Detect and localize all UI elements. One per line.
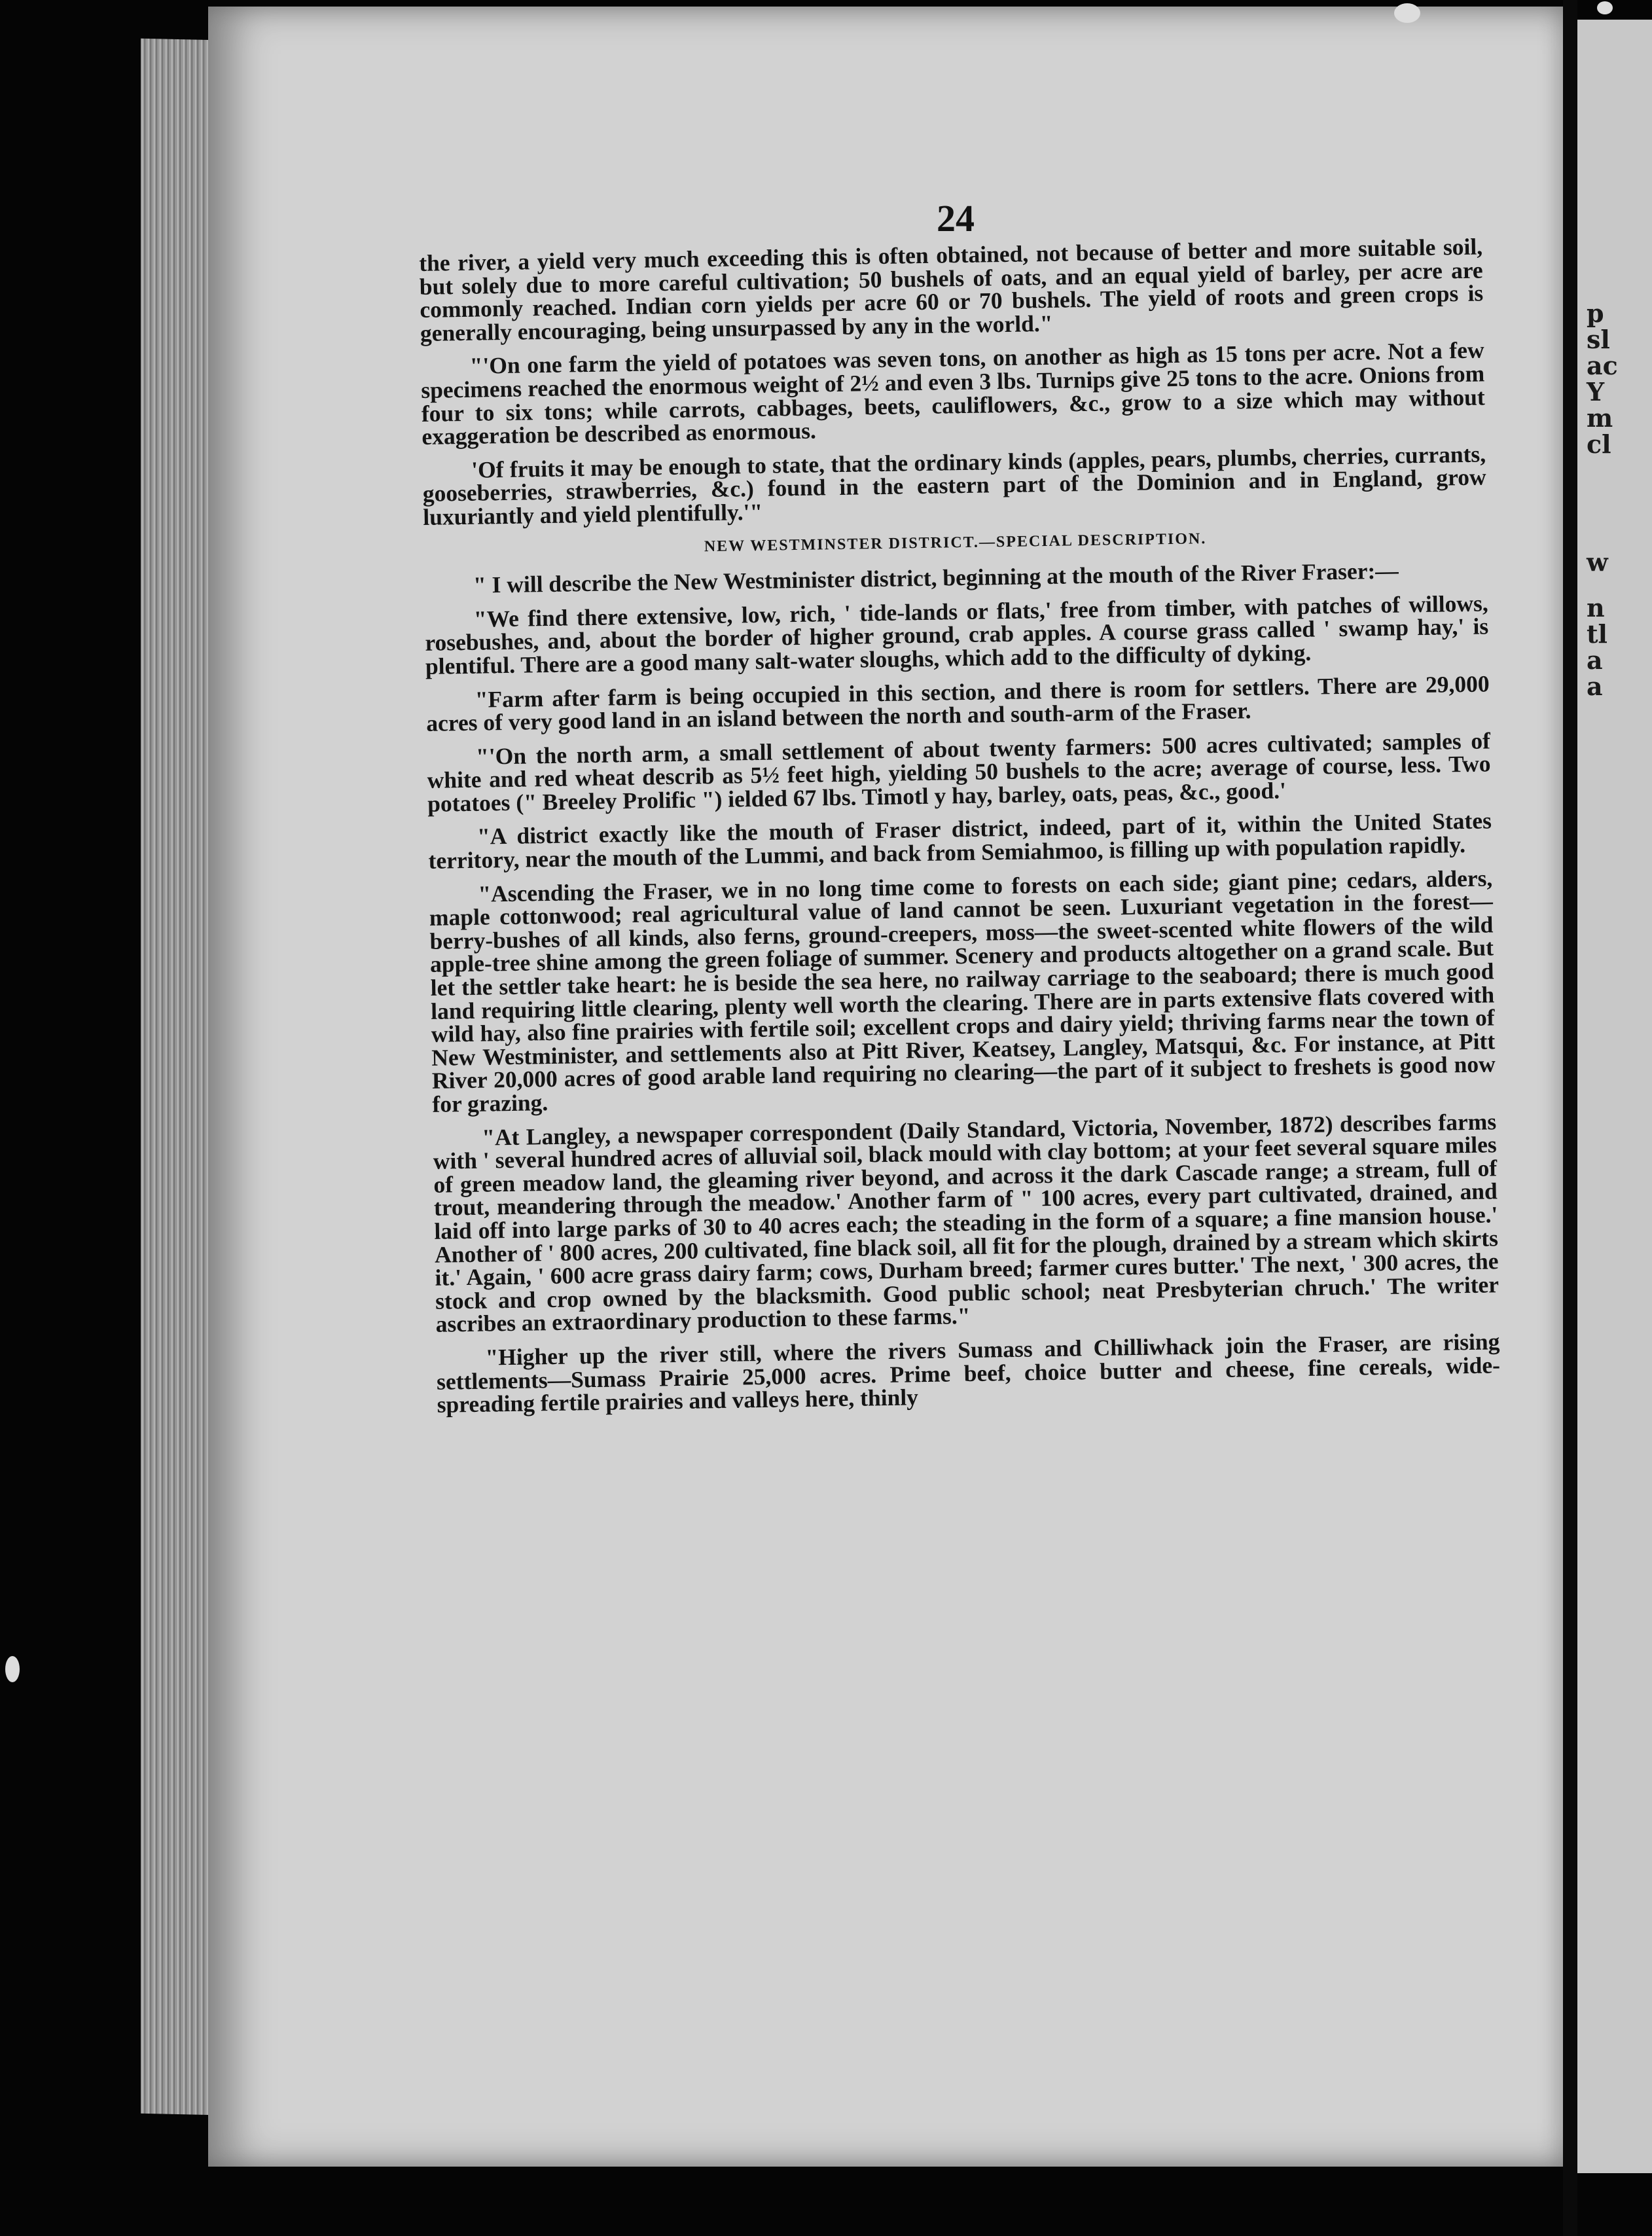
paragraph: "A district exactly like the mouth of Fraser district, indeed, part of it, within the United States territory, near the mouth of the Lummi, and back from Semiahmoo, is filling up with population rapidly. [428, 807, 1492, 874]
adjacent-page [1577, 20, 1652, 2173]
adjacent-page-fragment: a [1587, 645, 1603, 675]
paragraph: "'On one farm the yield of potatoes was seven tons, on another as high as 15 tons per acre. Not a few specimens reached the enormous weight of 2½ and even 3 lbs. Turnips give 25 tons to the acre. Onions from four to six tons; while carrots, cabbages, beets, cauliflowers, &c., grow to a size which may without exaggeration be described as enormous. [420, 336, 1485, 450]
scan-speck [5, 1656, 20, 1682]
adjacent-page-fragment: p [1587, 298, 1604, 328]
paragraph: "'On the north arm, a small settlement of about twenty farmers: 500 acres cultivated; samples of white and red wheat describ as 5½ feet high, yielding 50 bushels to the acre; average of course, less. Two potatoes (" Breeley Prolific ") ielded 67 lbs. Timotl y hay, barley, oats, peas, &c., good.' [427, 727, 1491, 817]
adjacent-page-fragment: ac [1587, 351, 1618, 380]
paragraph: "We find there extensive, low, rich, ' tide-lands or flats,' free from timber, with patches of willows, rosebushes, and, about the border of higher ground, crab apples. A course grass called ' swamp hay,' is plentiful. There are a good many salt-water sloughs, which add to the difficulty of dyking. [425, 590, 1489, 679]
paragraph: the river, a yield very much exceeding this is often obtained, not because of better and more suitable soil, but solely due to more careful cultivation; 50 bushels of oats, and an equal yield of barley, per acre are commonly reached. Indian corn yields per acre 60 or 70 bushels. The yield of roots and green crops is generally encouraging, being unsurpassed by any in the world." [418, 233, 1484, 346]
scan-speck [1597, 1, 1613, 14]
adjacent-page-fragment: n [1587, 593, 1605, 622]
book-gutter [1563, 0, 1577, 2236]
paragraph: "Higher up the river still, where the rivers Sumass and Chilliwhack join the Fraser, are rising settlements—Sumass Prairie 25,000 acres. Prime beef, choice butter and cheese, fine cereals, wide-spreading fertile prairies and valleys here, thinly [436, 1328, 1501, 1418]
scan-speck [1394, 3, 1420, 23]
paragraph: " I will describe the New Westminister district, beginning at the mouth of the River Fraser:— [473, 557, 1399, 598]
paragraph: "Farm after farm is being occupied in this section, and there is room for settlers. There are 29,000 acres of very good land in an island between the north and south-arm of the Fraser. [425, 670, 1490, 737]
adjacent-page-fragment: cl [1587, 429, 1611, 459]
adjacent-page-fragment: tl [1587, 619, 1607, 649]
paragraph: "Ascending the Fraser, we in no long time come to forests on each side; giant pine; cedars, alders, maple cottonwood; real agricultural value of land cannot be seen. Luxuriant vegetation in the forest—berry-bushes of all kinds, also ferns, ground-creepers, moss—the sweet-scented white flowers of the wild apple-tree shine among the green foliage of summer. Scenery and products altogether on a grand scale. But let the settler take heart: he is beside the sea here, no railway carriage to the seaboard; there is much good land requiring little clearing, plenty well worth the clearing. There are in parts extensive flats covered with wild hay, also fine prairies with fertile soil; excellent crops and dairy yield; thriving farms near the town of New Westminister, and settlements also at Pitt River, Keatsey, Langley, Matsqui, &c. For instance, at Pitt River 20,000 acres of good arable land requiring no clearing—the part of it subject to freshets is good now for grazing. [429, 865, 1496, 1117]
page-number: 24 [937, 197, 975, 240]
adjacent-page-fragment: m [1587, 403, 1613, 433]
adjacent-page-fragment: Y [1587, 377, 1605, 406]
book-page-edges [141, 39, 217, 2115]
paragraph: "At Langley, a newspaper correspondent (Daily Standard, Victoria, November, 1872) describes farms with ' several hundred acres of alluvial soil, black mould with clay bottom; at your feet several square miles of green meadow land, the gleaming river beyond, and across it the dark Cascade range; a stream, full of trout, meandering through the meadow.' Another farm of " 100 acres, every part cultivated, drained, and laid off into large parks of 30 to 40 acres each; the steading in the form of a square; a fine mansion house.' Another of ' 800 acres, 200 cultivated, fine black soil, all fit for the plough, drained by a stream which skirts it.' Again, ' 600 acre grass dairy farm; cows, Durham breed; farmer cures butter.' The next, ' 300 acres, the stock and crop owned by the blacksmith. Good public school; neat Presbyterian chruch.' The writer ascribes an extraordinary production to these farms." [433, 1108, 1499, 1338]
section-heading: NEW WESTMINSTER DISTRICT.—SPECIAL DESCRIPTION. [704, 530, 1207, 555]
page-body [419, 235, 1501, 1427]
adjacent-page-fragment: w [1587, 547, 1608, 577]
adjacent-page-fragment: sl [1587, 325, 1610, 354]
paragraph: 'Of fruits it may be enough to state, that the ordinary kinds (apples, pears, plumbs, cherries, currants, gooseberries, strawberries, &c.) found in the eastern part of the Dominion and in England, grow luxuriantly and yield plentifully.'" [422, 441, 1486, 530]
adjacent-page-fragment: a [1587, 672, 1603, 701]
